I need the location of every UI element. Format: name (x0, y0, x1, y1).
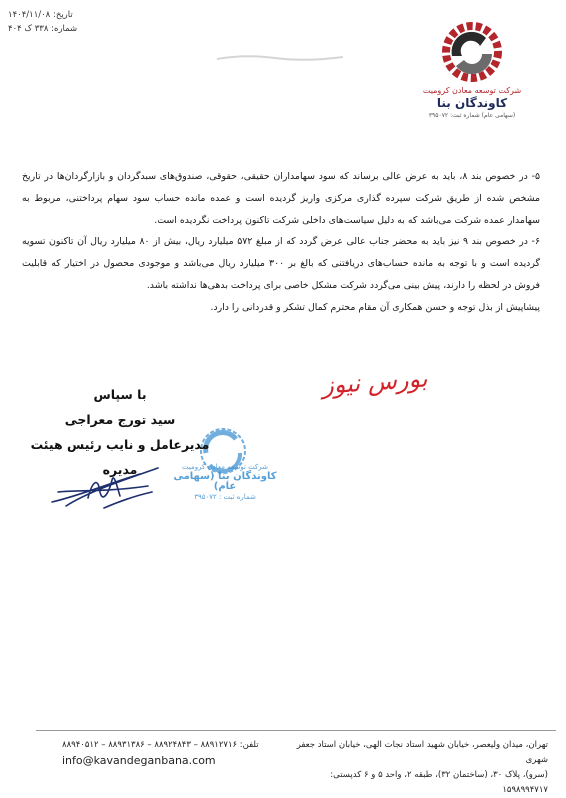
footer-email[interactable]: info@kavandeganbana.com (62, 754, 216, 767)
stamp-line2: کاوندگان بنا (سهامی عام) (173, 471, 277, 492)
stamp-line1: شرکت توسعه معادن کرومیت (182, 463, 268, 471)
letter-number: شماره: ۳۳۸ ک ۴۰۴ (8, 24, 78, 34)
footer-address-line2: (سرو)، پلاک ۳۰، (ساختمان ۳۲)، طبقه ۲، واحد ۵ و ۶ کدپستی: ۱۵۹۸۹۹۴۷۱۷ (330, 770, 548, 795)
paragraph-5: ۵- در خصوص بند ۸، باید به عرض عالی برساند که سود سهامداران حقیقی، حقوقی، صندوق‌های سبدگردان و بازارگردان‌ها در تاریخ مشخص شده از طریق شرکت سپرده گذاری مرکزی واریز گردیده است و عمده مانده حساب سود سهام پرداختنی، مربوط به سهامدار عمده شرکت می‌باشد که به دلیل سیاست‌های داخلی شرکت تاکنون پرداخت نگردیده است. (22, 171, 541, 226)
letter-date: تاریخ: ۱۴۰۴/۱۱/۰۸ (8, 10, 73, 20)
company-logo (414, 20, 530, 119)
handwritten-signature (48, 462, 168, 512)
paragraph-6: ۶- در خصوص بند ۹ نیز باید به محضر جناب عالی عرض گردد که از مبلغ ۵۷۲ میلیارد ریال، بیش از ۸۰ میلیارد ریال آن تاکنون تسویه گردیده است و با توجه به مانده حساب‌های دریافتنی که بالغ بر ۳۰۰ میلیارد ریال می‌باشد و موجودی محصول در اختیار که قابلیت فروش در لحظه را دارند، پیش بینی می‌گردد شرکت مشکل خاصی برای پرداخت بدهی‌ها نداشته باشد. (22, 236, 540, 291)
footer-address (296, 738, 548, 798)
footer-divider (36, 730, 556, 731)
signer-title: مدیرعامل و نایب رئیس هیئت مدیره (30, 437, 210, 477)
footer-phones: تلفن: ۸۸۹۱۲۷۱۶ – ۸۸۹۲۴۸۴۳ – ۸۸۹۳۱۳۸۶ – ۸۸۹۴۰۵۱۲ (62, 740, 259, 750)
signer-name: سید تورج معراجی (64, 412, 176, 427)
thanks-line: با سپاس (93, 387, 147, 402)
gear-emblem-icon (434, 20, 510, 84)
news-watermark: بورس نیوز (321, 364, 429, 400)
logo-company-prefix: شرکت توسعه معادن کرومیت (422, 86, 522, 95)
date-block (8, 8, 77, 36)
letter-body (22, 166, 540, 319)
logo-company-name: کاوندگان بنا (436, 96, 508, 110)
stamp-line3: شماره ثبت : ۳۹۵۰۷۲ (194, 493, 256, 501)
scan-smudge (215, 52, 345, 64)
closing-sentence: پیشاپیش از بذل توجه و حسن همکاری آن مقام محترم کمال تشکر و قدردانی را دارد. (210, 301, 540, 313)
footer-address-line1: تهران، میدان ولیعصر، خیابان شهید استاد نجات الهی، خیابان استاد جعفر شهری (296, 740, 548, 765)
logo-registration: (سهامی عام) شماره ثبت: ۳۹۵۰۷۲ (428, 112, 516, 119)
footer-contact (62, 738, 259, 768)
